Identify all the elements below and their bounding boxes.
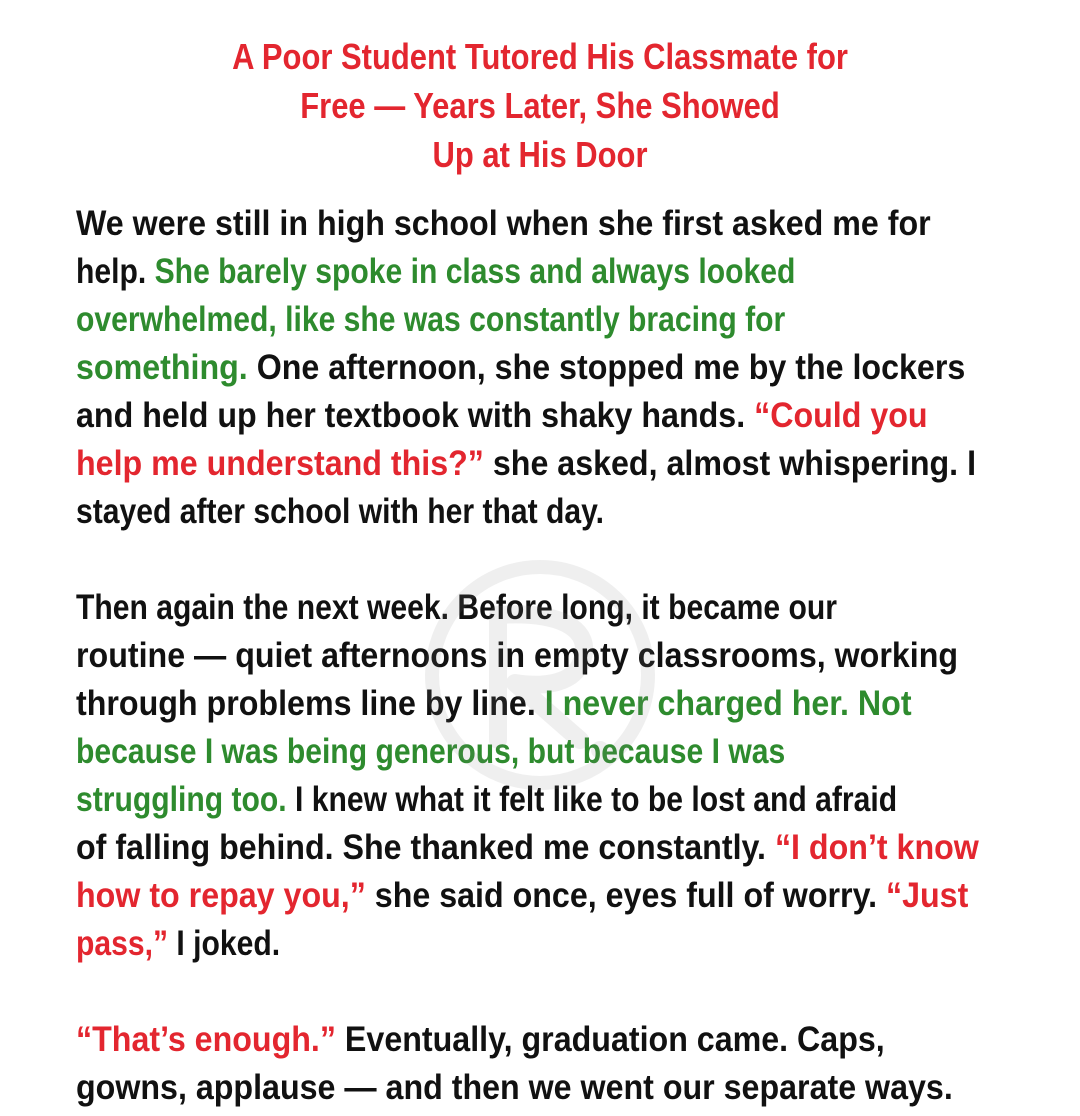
highlight-text: struggling too. — [76, 780, 287, 819]
body-text: I joked. — [168, 924, 281, 963]
body-text: help. — [76, 252, 155, 291]
text-line — [76, 728, 1000, 776]
quote-text: how to repay you,” — [76, 876, 366, 915]
highlight-text: something. — [76, 348, 248, 387]
text-line — [76, 1016, 1000, 1064]
text-line — [76, 488, 1000, 536]
text-line — [76, 920, 1000, 968]
body-text: stayed after school with her that day. — [76, 492, 604, 531]
body-text: Then again the next week. Before long, it became our — [76, 588, 838, 627]
quote-text: “Could you — [754, 396, 928, 435]
text-line — [76, 296, 1000, 344]
body-text: and held up her textbook with shaky hands. — [76, 396, 755, 435]
title-line-1: A Poor Student Tutored His Classmate for — [232, 36, 848, 77]
highlight-text: She barely spoke in class and always looked — [154, 252, 796, 291]
body-text: We were still in high school when she first asked me for — [76, 204, 931, 243]
text-line — [76, 392, 1000, 440]
body-text: gowns, applause — and then we went our separate ways. — [76, 1068, 953, 1107]
highlight-text: overwhelmed, like she was constantly bracing for — [76, 300, 786, 339]
quote-text: “That’s enough.” — [76, 1020, 336, 1059]
body-text: through problems line by line. — [76, 684, 545, 723]
quote-text: help me understand this?” — [76, 444, 484, 483]
quote-text: pass,” — [76, 924, 169, 963]
quote-text: “Just — [885, 876, 969, 915]
text-line — [76, 584, 1000, 632]
text-line — [76, 680, 1000, 728]
title-line-2: Free — Years Later, She Showed — [300, 85, 780, 126]
text-line — [76, 344, 1000, 392]
body-text: routine — quiet afternoons in empty classrooms, working — [76, 636, 959, 675]
text-line — [76, 440, 1000, 488]
paragraph-1 — [76, 200, 1000, 536]
text-line — [76, 200, 1000, 248]
body-text: Eventually, graduation came. Caps, — [335, 1020, 885, 1059]
text-line — [76, 872, 1000, 920]
title-line-3: Up at His Door — [432, 134, 648, 175]
paragraph-3 — [76, 1016, 1000, 1112]
story-title — [179, 32, 901, 179]
highlight-text: I never charged her. Not — [544, 684, 912, 723]
body-text: she asked, almost whispering. I — [483, 444, 977, 483]
body-text: she said once, eyes full of worry. — [365, 876, 886, 915]
body-text: I knew what it felt like to be lost and afraid — [286, 780, 898, 819]
text-line — [76, 248, 1000, 296]
highlight-text: because I was being generous, but because I was — [76, 732, 786, 771]
text-line — [76, 632, 1000, 680]
paragraph-2 — [76, 584, 1000, 968]
text-line — [76, 776, 1000, 824]
body-text: of falling behind. She thanked me constantly. — [76, 828, 775, 867]
quote-text: “I don’t know — [774, 828, 979, 867]
text-line — [76, 1064, 1000, 1112]
text-line — [76, 824, 1000, 872]
body-text: One afternoon, she stopped me by the lockers — [247, 348, 966, 387]
